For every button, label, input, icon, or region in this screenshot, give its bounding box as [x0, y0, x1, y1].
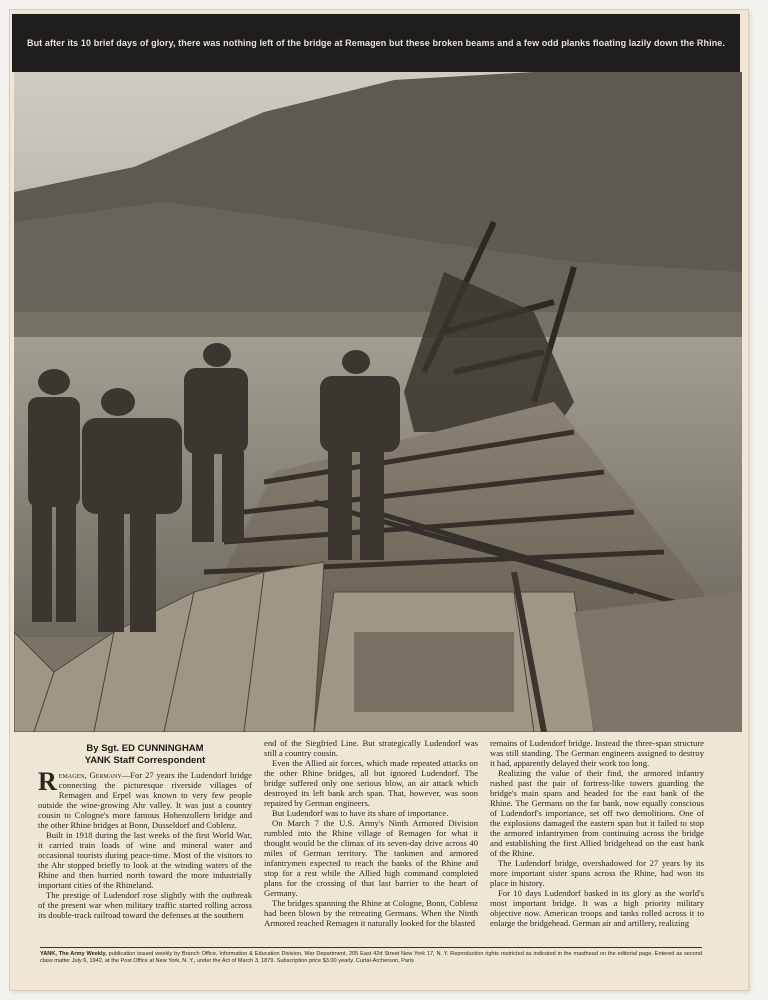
article-paragraph: On March 7 the U.S. Army's Ninth Armored Division rumbled into the Rhine village of Remagen for what it thought would be the climax of its seven-day drive across 40 miles of German territory. The tankmen and armored infantrymen expected to reach the banks of the Rhine and stop for a rest while the Allied high command completed plans for the crossing of that last barrier to the heart of Germany. — [264, 818, 478, 898]
article-paragraph: Even the Allied air forces, which made repeated attacks on the other Rhine bridges, all but ignored Ludendorf. The bridge suffered only one serious blow, an air attack which destroyed its left bank arch span. That, however, was soon repaired by German engineers. — [264, 758, 478, 808]
caption-banner — [12, 14, 740, 72]
article-paragraph: For 10 days Ludendorf basked in its glory as the world's most important bridge. It was a high priority military objective now. American troops and tanks rolled across it to enlarge the bridgehead. German air and artillery, realizing — [490, 888, 704, 928]
article-column-2 — [264, 738, 478, 928]
article-column-3 — [490, 738, 704, 928]
magazine-page — [10, 10, 748, 990]
article-paragraph: Built in 1918 during the last weeks of the first World War, it carried train loads of wine and mineral water and occasional tourists during peace-time. Most of the visitors to the Ahr stopped briefly to look at the winding waters of the Rhine and then hurried north toward the more industrially important cities of the Rhineland. — [38, 830, 252, 890]
footer-brand: YANK, The Army Weekly, — [40, 951, 107, 957]
drop-cap: R — [38, 767, 57, 796]
article-paragraph: end of the Siegfried Line. But strategically Ludendorf was still a country cousin. — [264, 738, 478, 758]
bridge-photo — [14, 72, 742, 732]
article-paragraph: The prestige of Ludendorf rose slightly with the outbreak of the present war when military traffic started rolling across its double-track railroad toward the defenses at the southern — [38, 890, 252, 920]
article-paragraph: The bridges spanning the Rhine at Cologne, Bonn, Coblenz had been blown by the retreating Germans. When the Ninth Armored reached Remagen it naturally looked for the blasted — [264, 898, 478, 928]
article-paragraph: Realizing the value of their find, the armored infantry rushed past the pair of fortress-like towers guarding the bridge's main spans and headed for the east bank of the Rhine. The Germans on the far bank, now equally conscious of Ludendorf's importance, set off two demolitions. One of the explosions damaged the eastern span but it failed to stop the armored infantrymen from continuing across the bridge and establishing the first Allied bridgehead on the east bank of the Rhine. — [490, 768, 704, 858]
article-paragraph: The Ludendorf bridge, overshadowed for 27 years by its more important sister spans across the Rhine, had won its place in history. — [490, 858, 704, 888]
footer-text: publication issued weekly by Branch Office, Information & Education Division, War Department, 205 East 42d Street New York 17, N. Y. Reproduction rights restricted as indicated in the masthead on the editorial page. Entered as second class matter July 6, 1942, at the Post Office at New York, N. Y., under the Act of March 3, 1879. Subscription price $3.00 yearly. Curtal-Archerson, Paris — [40, 951, 702, 964]
photo-caption: But after its 10 brief days of glory, there was nothing left of the bridge at Remagen but these broken beams and a few odd planks floating lazily down the Rhine. — [26, 38, 726, 48]
article-body — [38, 738, 704, 946]
article-paragraph: remains of Ludendorf bridge. Instead the three-span structure was still standing. The German engineers assigned to destroy it had, apparently delayed their work too long. — [490, 738, 704, 768]
publication-footer — [40, 947, 702, 965]
article-paragraph: But Ludendorf was to have its share of importance. — [272, 808, 449, 818]
byline-role: YANK Staff Correspondent — [84, 755, 206, 766]
article-paragraph: Remagen, Germany—For 27 years the Ludendorf bridge connecting the picturesque riverside villages of Remagen and Erpel was known to very few people outside the wine-growing Ahr valley. It was just a country cousin to Cologne's more famous Hohenzollern bridge and the other Rhine bridges at Bonn, Dusseldorf and Coblenz. — [38, 767, 252, 830]
byline-author: By Sgt. ED CUNNINGHAM — [86, 743, 204, 754]
article-column-1 — [38, 738, 252, 920]
dateline: emagen, Germany — [58, 770, 122, 780]
byline — [38, 743, 252, 767]
